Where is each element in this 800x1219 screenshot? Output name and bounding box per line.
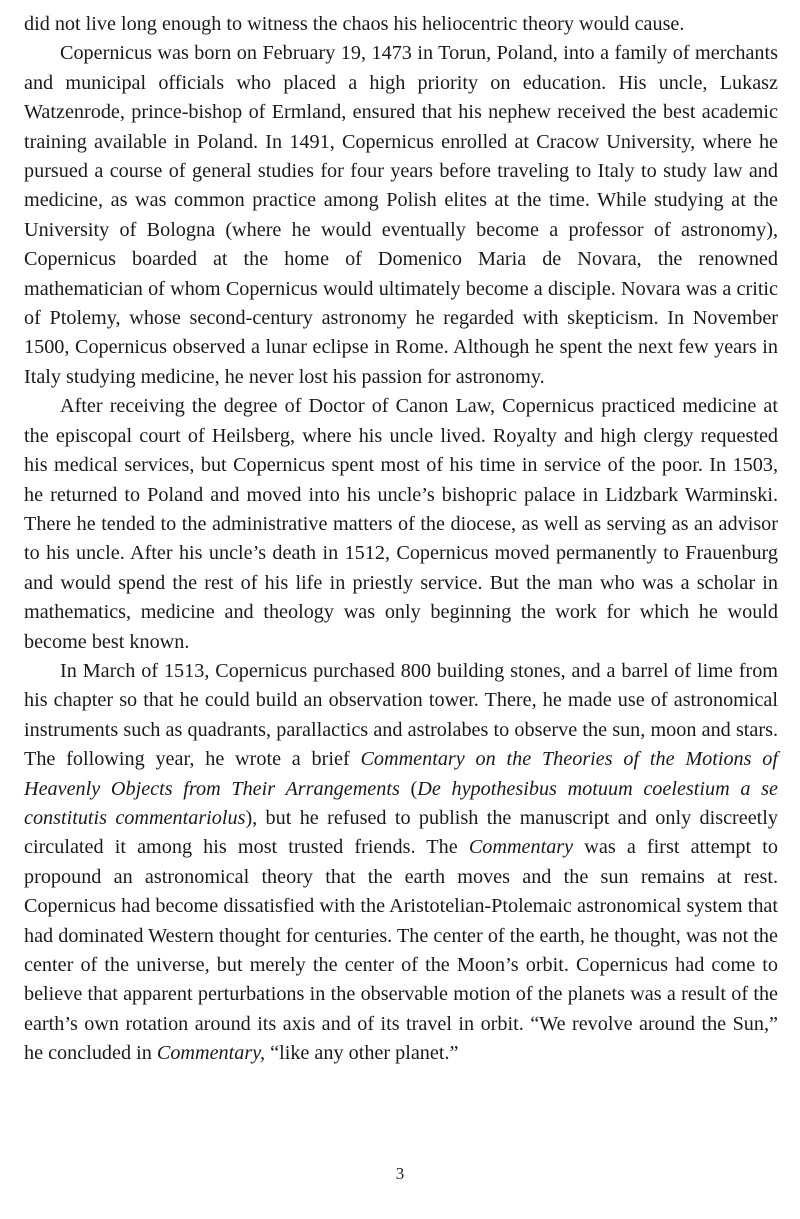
paragraph-text: ( [399,777,418,800]
paragraph: did not live long enough to witness the chaos his heliocentric theory would cause. [24,13,685,35]
paragraph-text: “like any other planet.” [265,1042,459,1065]
paragraph: After receiving the degree of Doctor of Canon Law, Copernicus practiced medicine at the episcopal court of Heilsberg, where his uncle lived. Royalty and high clergy requested his medical services, but Copernicus spent most of his time in service of the poor. In 1503, he returned to Poland and moved into his uncle’s bishopric palace in Lidzbark Warminski. There he tended to the administrative matters of the diocese, as well as serving as an advisor to his uncle. After his uncle’s death in 1512, Copernicus moved permanently to Frauenburg and would spend the rest of his life in priestly service. But the man who was a scholar in mathematics, medicine and theology was only beginning the work for which he would become best known. [24,395,778,653]
paragraph-text: was a first attempt to propound an astronomical theory that the earth moves and the sun remains at rest. Copernicus had become dissatisfied with the Aristotelian-Ptolemaic astronomical system that had dominated Western thought for centuries. The center of the earth, he thought, was not the center of the universe, but merely the center of the Moon’s orbit. Copernicus had come to believe that apparent perturbations in the observable motion of the planets was a result of the earth’s own rotation around its axis and of its travel in orbit. “We revolve around the Sun,” he concluded in [24,836,778,1065]
italic-title: Commentary [468,836,574,859]
italic-title: Commentary, [156,1042,266,1065]
paragraph: Copernicus was born on February 19, 1473 in Torun, Poland, into a family of merchants and municipal officials who placed a high priority on education. His uncle, Lukasz Watzenrode, prince-bishop of Ermland, ensured that his nephew received the best academic training available in Poland. In 1491, Copernicus enrolled at Cracow University, where he pursued a course of general studies for four years before traveling to Italy to study law and medicine, as was common practice among Polish elites at the time. While studying at the University of Bologna (where he would eventually become a professor of astronomy), Copernicus boarded at the home of Domenico Maria de Novara, the renowned mathematician of whom Copernicus would ultimately become a disciple. Novara was a critic of Ptolemy, whose second-century astronomy he regarded with skepticism. In November 1500, Copernicus observed a lunar eclipse in Rome. Although he spent the next few years in Italy studying medicine, he never lost his passion for astronomy. [24,42,778,388]
italic-title: De hypothesibus motuum coelestium a se constitutis commentariolus [24,777,778,829]
page-number: 3 [395,1164,405,1183]
paragraph-text: ), but he refused to publish the manuscript and only discreetly circulated it among his most trusted friends. The [24,806,778,859]
body-text [24,10,778,1069]
paragraph-text: In March of 1513, Copernicus purchased 800 building stones, and a barrel of lime from his chapter so that he could build an observation tower. There, he made use of astronomical instruments such as quadrants, parallactics and astrolabes to observe the sun, moon and stars. The following year, he wrote a brief [24,659,778,771]
paragraph [24,657,778,1069]
italic-title: Commentary on the Theories of the Motions of Heavenly Objects from Their Arrangements [24,748,778,800]
